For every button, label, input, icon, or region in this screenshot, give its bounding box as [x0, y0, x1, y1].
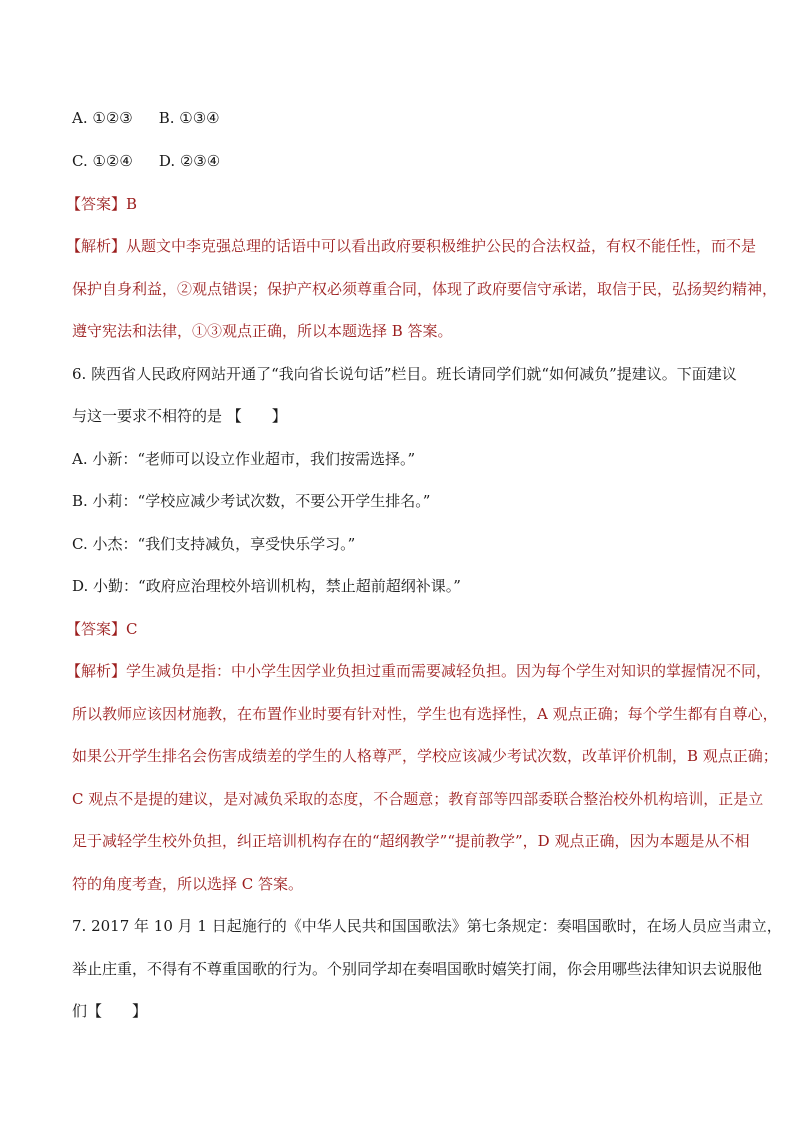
- q7-stem-line-2: 举止庄重，不得有不尊重国歌的行为。个别同学却在奏唱国歌时嬉笑打闹，你会用哪些法律知识去说服他: [72, 960, 763, 978]
- q5-analysis-line-2: 保护自身利益，②观点错误；保护产权必须尊重合同，体现了政府要信守承诺，取信于民，弘扬契约精神，: [72, 280, 778, 298]
- q6-option-d: D. 小勤：“政府应治理校外培训机构，禁止超前超纲补课。”: [72, 577, 461, 595]
- q5-option-c: C. ①②④: [72, 152, 133, 170]
- q6-answer: 【答案】C: [66, 620, 138, 638]
- q6-analysis-line-3: 如果公开学生排名会伤害成绩差的学生的人格尊严，学校应该减少考试次数，改革评价机制，B 观点正确；: [72, 747, 778, 765]
- q6-stem-line-1: 6. 陕西省人民政府网站开通了“我向省长说句话”栏目。班长请同学们就“如何减负”提建议。下面建议: [72, 365, 737, 383]
- q5-option-a: A. ①②③: [72, 109, 133, 127]
- q6-analysis-line-2: 所以教师应该因材施教，在布置作业时要有针对性，学生也有选择性，A 观点正确；每个学生都有自尊心，: [72, 705, 778, 723]
- q7-stem-line-1: 7. 2017 年 10 月 1 日起施行的《中华人民共和国国歌法》第七条规定：奏唱国歌时，在场人员应当肃立，: [72, 917, 782, 935]
- q6-stem-line-2: 与这一要求不相符的是 【 】: [72, 407, 287, 425]
- q6-analysis-line-6: 符的角度考查，所以选择 C 答案。: [72, 875, 304, 893]
- q6-option-a: A. 小新：“老师可以设立作业超市，我们按需选择。”: [72, 450, 416, 468]
- q7-stem-line-3: 们【 】: [72, 1002, 148, 1020]
- q5-answer: 【答案】B: [66, 195, 138, 213]
- q6-analysis-line-5: 足于减轻学生校外负担，纠正培训机构存在的“超纲教学”“提前教学”，D 观点正确，因为本题是从不相: [72, 832, 750, 850]
- q5-analysis-line-3: 遵守宪法和法律，①③观点正确，所以本题选择 B 答案。: [72, 322, 453, 340]
- q6-option-c: C. 小杰：“我们支持减负，享受快乐学习。”: [72, 535, 356, 553]
- q6-option-b: B. 小莉：“学校应减少考试次数，不要公开学生排名。”: [72, 492, 431, 510]
- q6-analysis-line-1: 【解析】学生减负是指：中小学生因学业负担过重而需要减轻负担。因为每个学生对知识的掌握情况不同，: [66, 662, 772, 680]
- q6-analysis-line-4: C 观点不是提的建议，是对减负采取的态度，不合题意；教育部等四部委联合整治校外机构培训，正是立: [72, 790, 764, 808]
- q5-options-row-1: [72, 108, 220, 128]
- q5-analysis-line-1: 【解析】从题文中李克强总理的话语中可以看出政府要积极维护公民的合法权益，有权不能任性，而不是: [66, 237, 757, 255]
- q5-options-row-2: [72, 151, 220, 171]
- q5-option-b: B. ①③④: [158, 109, 220, 127]
- q5-option-d: D. ②③④: [158, 152, 221, 170]
